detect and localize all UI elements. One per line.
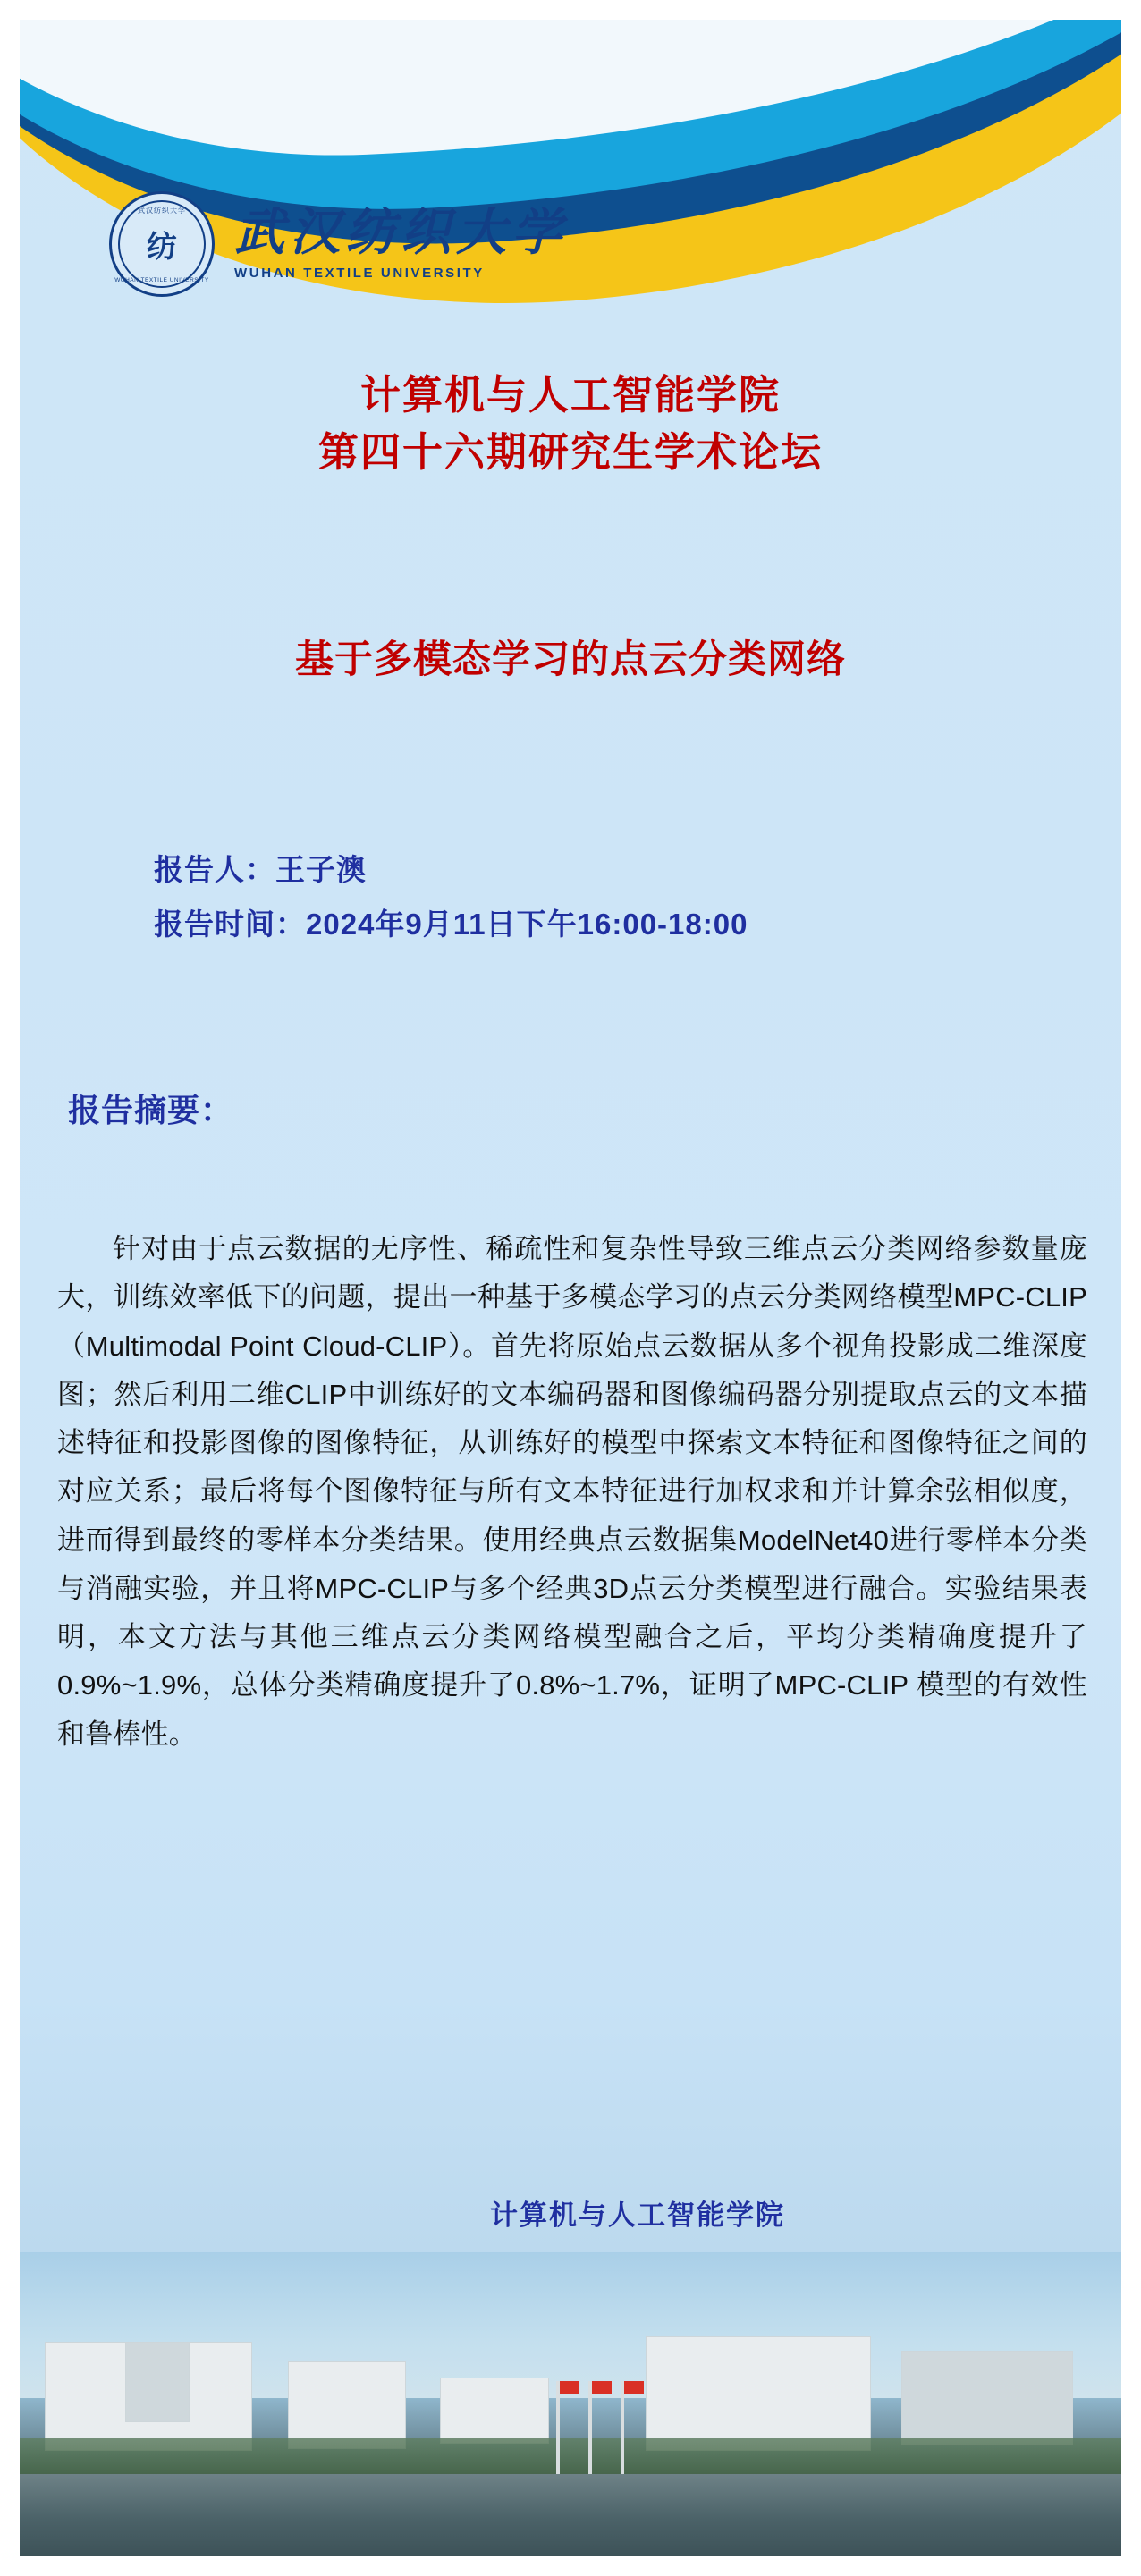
photo-ground	[20, 2474, 1121, 2556]
photo-building-left-tower	[125, 2342, 190, 2422]
university-seal-icon	[109, 191, 215, 297]
photo-flagpole-2	[588, 2381, 592, 2474]
photo-flagpole-1	[556, 2381, 560, 2474]
photo-treeline	[20, 2438, 1121, 2478]
university-logo-row	[109, 191, 567, 297]
photo-building-right	[646, 2336, 871, 2451]
abstract-body: 针对由于点云数据的无序性、稀疏性和复杂性导致三维点云分类网络参数量庞大，训练效率低下的问题，提出一种基于多模态学习的点云分类网络模型MPC-CLIP（Multimodal Point Cloud-CLIP）。首先将原始点云数据从多个视角投影成二维深度图；然后利用二维CLIP中训练好的文本编码器和图像编码器分别提取点云的文本描述特征和投影图像的图像特征，从训练好的模型中探索文本特征和图像特征之间的对应关系；最后将每个图像特征与所有文本特征进行加权求和并计算余弦相似度，进而得到最终的零样本分类结果。使用经典点云数据集ModelNet40进行零样本分类与消融实验，并且将MPC-CLIP与多个经典3D点云分类模型进行融合。实验结果表明，本文方法与其他三维点云分类网络模型融合之后，平均分类精确度提升了0.9%~1.9%，总体分类精确度提升了0.8%~1.7%，证明了MPC-CLIP 模型的有效性和鲁棒性。	[57, 1233, 1087, 1750]
university-name-cn: 武汉纺织大学	[234, 206, 567, 262]
datetime-line: 报告时间：2024年9月11日下午16:00-18:00	[154, 908, 748, 942]
campus-photo	[20, 2252, 1121, 2556]
forum-title-line2: 第四十六期研究生学术论坛	[317, 428, 823, 475]
forum-title-line1: 计算机与人工智能学院	[359, 372, 781, 418]
seal-bottom-text: WUHAN TEXTILE UNIVERSITY	[114, 277, 209, 283]
seal-top-text: 武汉纺织大学	[138, 207, 186, 215]
abstract-label: 报告摘要：	[68, 1092, 234, 1128]
talk-meta	[154, 842, 748, 951]
footer-organization: 计算机与人工智能学院	[490, 2200, 785, 2231]
photo-building-center	[440, 2378, 549, 2444]
forum-title	[20, 367, 1121, 481]
photo-building-midleft	[288, 2361, 406, 2449]
talk-title: 基于多模态学习的点云分类网络	[295, 638, 846, 681]
photo-building-far-right	[901, 2351, 1073, 2445]
speaker-line: 报告人：王子澳	[154, 853, 367, 886]
seal-mark-glyph: 纺	[147, 231, 177, 265]
university-name-en: WUHAN TEXTILE UNIVERSITY	[234, 265, 485, 281]
photo-flagpole-3	[621, 2381, 624, 2474]
poster-canvas	[20, 20, 1121, 2556]
university-name-block	[234, 207, 567, 281]
